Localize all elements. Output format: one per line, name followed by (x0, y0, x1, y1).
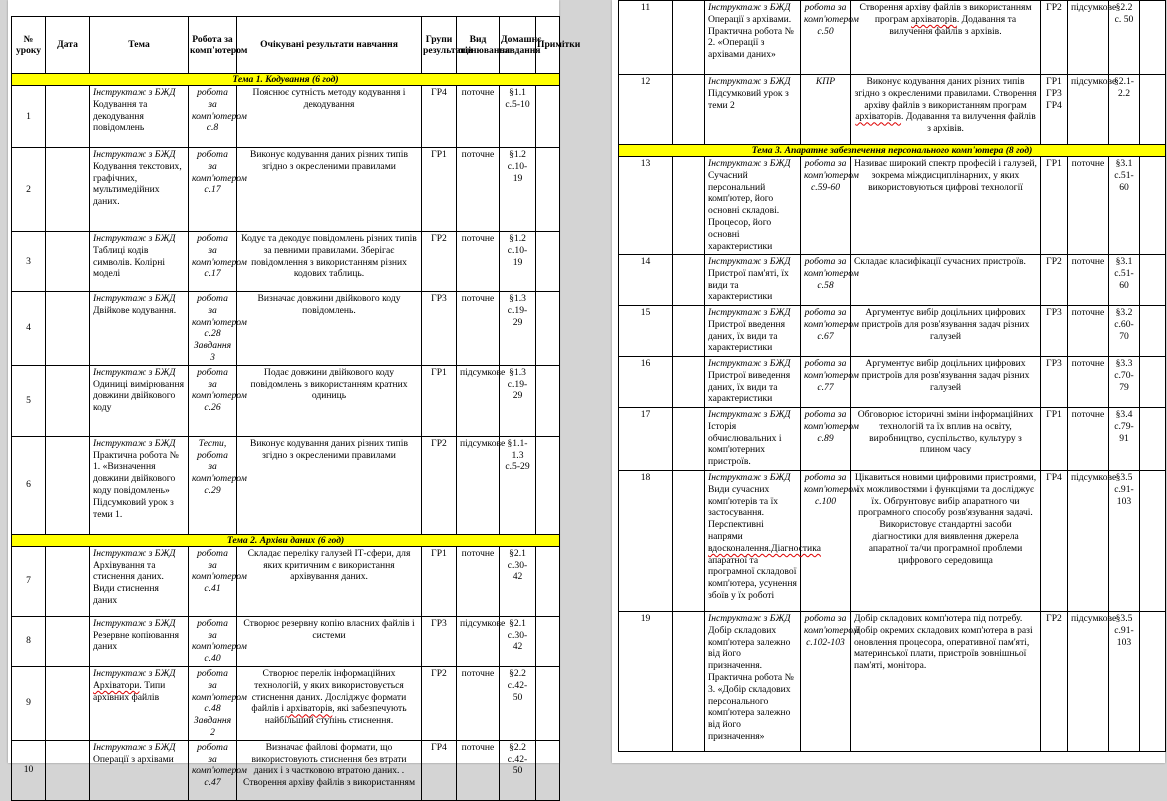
lesson-topic (90, 740, 189, 800)
lesson-work: робота за комп'ютером с.102-103 (801, 612, 851, 752)
safety-briefing: Інструктаж з БЖД (708, 358, 791, 369)
safety-briefing: Інструктаж з БЖД (708, 307, 791, 318)
lesson-result: Складає класифікації сучасних пристроїв. (851, 255, 1041, 306)
lesson-topic (705, 157, 801, 255)
lesson-topic-highlight: Архіватори (93, 679, 140, 691)
lesson-notes (536, 232, 560, 292)
theme-row (619, 145, 1166, 157)
lesson-work: робота за комп'ютером с.77 (801, 357, 851, 408)
lesson-date (46, 148, 90, 232)
theme-title: Тема 3. Апаратне забезпечення персонального комп'ютера (8 год) (619, 145, 1166, 157)
lesson-result-text: . Додавання та вилучення файлів з архівів. (901, 111, 1036, 135)
lesson-topic (705, 408, 801, 471)
lesson-notes (1140, 306, 1166, 357)
lesson-homework: §3.5 с.91-103 (1109, 612, 1140, 752)
lesson-notes (536, 666, 560, 740)
lesson-group: ГР3 (422, 616, 457, 666)
lesson-topic-text: Практична робота № 1. «Визначення довжини двійкового коду повідомлень» Підсумковий урок з теми 1. (93, 449, 179, 520)
lesson-topic (90, 232, 189, 292)
header-topic: Тема (90, 17, 189, 74)
lesson-work: робота за комп'ютером с.58 (801, 255, 851, 306)
lesson-homework: §1.3 с.19-29 (500, 365, 536, 436)
lesson-group: ГР1 (422, 148, 457, 232)
lesson-result-text: , які забезпечують найбільший ступінь стиснення. (264, 703, 407, 727)
lesson-notes (1140, 357, 1166, 408)
lesson-notes (1140, 1, 1166, 75)
lesson-topic-text: Добір складових комп'ютера залежно від його призначення. Практична робота № 3. «Добір складових персонального комп'ютера залежно від його призначення» (708, 624, 794, 742)
lesson-number: 13 (619, 157, 673, 255)
lesson-work: робота за комп'ютером с.47 (189, 740, 237, 800)
safety-briefing: Інструктаж з БЖД (93, 617, 176, 629)
lesson-number: 8 (12, 616, 46, 666)
lesson-work: робота за комп'ютером с.17 (189, 232, 237, 292)
table-row (619, 1, 1166, 75)
lesson-assessment: поточне (457, 232, 500, 292)
lesson-number: 16 (619, 357, 673, 408)
lesson-group: ГР1 (422, 365, 457, 436)
lesson-result: Визначає файлові формати, що використовують стиснення без втрати даних і з частковою втратою даних. . Створення архіву файлів з використанням (237, 740, 422, 800)
theme-title: Тема 1. Кодування (6 год) (12, 74, 560, 86)
lesson-topic-text: Кодування та декодування повідомлень (93, 98, 148, 134)
lesson-result-highlight: архіваторів (911, 13, 957, 25)
safety-briefing: Інструктаж з БЖД (708, 76, 791, 87)
theme-row (12, 534, 560, 546)
table-row (12, 616, 560, 666)
header-homework: Домашнє завдання (500, 17, 536, 74)
lesson-date (46, 365, 90, 436)
lesson-topic (705, 75, 801, 145)
table-row (619, 357, 1166, 408)
lesson-number: 15 (619, 306, 673, 357)
lesson-assessment: поточне (457, 86, 500, 148)
header-work: Робота за комп'ютером (189, 17, 237, 74)
lesson-group: ГР1 ГР3 ГР4 (1041, 75, 1068, 145)
lesson-topic-highlight: вдосконалення.Діагностика (708, 542, 821, 554)
lesson-date (673, 75, 705, 145)
lesson-topic-text: Види сучасних комп'ютерів та їх застосування. Перспективні напрями (708, 483, 779, 542)
table-row (619, 306, 1166, 357)
table-row (619, 612, 1166, 752)
lesson-result: Аргументує вибір доцільних цифрових пристроїв для розв'язування задач різних галузей (851, 306, 1041, 357)
lesson-topic (90, 436, 189, 534)
table-row (12, 436, 560, 534)
lesson-work: робота за комп'ютером с.8 (189, 86, 237, 148)
lesson-group: ГР2 (422, 666, 457, 740)
lesson-result: Визначає довжини двійкового коду повідомлень. (237, 292, 422, 366)
safety-briefing: Інструктаж з БЖД (708, 158, 791, 169)
lesson-result-highlight: архіваторів (286, 703, 333, 715)
lesson-work: робота за комп'ютером с.50 (801, 1, 851, 75)
safety-briefing: Інструктаж з БЖД (93, 667, 176, 679)
lesson-date (673, 255, 705, 306)
lesson-number: 11 (619, 1, 673, 75)
lesson-result: Добір складових комп'ютера під потребу. Добір окремих складових комп'ютера в разі оновлення процесора, оперативної пам'яті, материнської плати, пристроїв зовнішньої пам'яті, монітора. (851, 612, 1041, 752)
lesson-group: ГР4 (1041, 471, 1068, 612)
lesson-notes (1140, 612, 1166, 752)
lesson-date (46, 740, 90, 800)
lesson-assessment: поточне (1068, 306, 1109, 357)
lesson-date (46, 616, 90, 666)
lesson-notes (536, 148, 560, 232)
lesson-date (673, 471, 705, 612)
lesson-assessment: підсумкове (457, 436, 500, 534)
table-row (619, 471, 1166, 612)
lesson-topic (705, 612, 801, 752)
lesson-group: ГР4 (422, 740, 457, 800)
safety-briefing: Інструктаж з БЖД (93, 547, 176, 559)
lesson-topic-text: Двійкове кодування. (93, 304, 177, 316)
lesson-result: Виконує кодування даних різних типів згідно з окресленими правилами (237, 148, 422, 232)
table-header-row (12, 17, 560, 74)
safety-briefing: Інструктаж з БЖД (93, 437, 176, 449)
lesson-number: 2 (12, 148, 46, 232)
lesson-group: ГР3 (1041, 306, 1068, 357)
lesson-topic (705, 357, 801, 408)
header-date: Дата (46, 17, 90, 74)
safety-briefing: Інструктаж з БЖД (93, 366, 176, 378)
header-kind: Вид оцінювання (457, 17, 500, 74)
curriculum-table-left (11, 16, 581, 801)
lesson-date (46, 546, 90, 616)
lesson-topic-text: Пристрої виведення даних, їх види та характеристики (708, 369, 791, 405)
lesson-result (851, 1, 1041, 75)
lesson-topic-text: . Типи архівних файлів (93, 679, 166, 703)
lesson-topic (705, 1, 801, 75)
lesson-work: Тести, робота за комп'ютером с.29 (189, 436, 237, 534)
lesson-assessment: поточне (1068, 157, 1109, 255)
lesson-date (46, 86, 90, 148)
lesson-work: робота за комп'ютером с.59-60 (801, 157, 851, 255)
lesson-topic (90, 292, 189, 366)
lesson-date (673, 357, 705, 408)
theme-title: Тема 2. Архіви даних (6 год) (12, 534, 560, 546)
lesson-result: Цікавиться новими цифровими пристроями, їх можливостями і функціями та досліджує їх. Обґрунтовує вибір апаратного чи програмного способу розв'язування задачі. Використовує стандартні засоби діагностики для виявлення джерела апаратної та/чи програмної проблеми цифрового середовища (851, 471, 1041, 612)
lesson-assessment: поточне (457, 740, 500, 800)
lesson-assessment: поточне (457, 148, 500, 232)
lesson-assessment: підсумкове (457, 365, 500, 436)
theme-row (12, 74, 560, 86)
lesson-result: Обговорює історичні зміни інформаційних технологій та їх вплив на освіту, виробництво, суспільство, культуру з плином часу (851, 408, 1041, 471)
lesson-topic-text: Операції з архівами. Практична робота № 2. «Операції з архівами даних» (708, 13, 794, 61)
lesson-homework: §3.3 с.70-79 (1109, 357, 1140, 408)
lesson-assessment: поточне (457, 292, 500, 366)
lesson-group: ГР3 (1041, 357, 1068, 408)
lesson-result: Створює резервну копію власних файлів і системи (237, 616, 422, 666)
lesson-group: ГР1 (1041, 157, 1068, 255)
lesson-date (673, 612, 705, 752)
lesson-assessment: поточне (457, 546, 500, 616)
header-number: № уроку (12, 17, 46, 74)
header-groups: Групи результатів (422, 17, 457, 74)
lesson-topic-text: апаратної та програмної складової комп'ютера, усунення збоїв у їх роботі (708, 554, 797, 601)
lesson-topic (90, 148, 189, 232)
safety-briefing: Інструктаж з БЖД (708, 256, 791, 267)
lesson-notes (1140, 255, 1166, 306)
lesson-number: 3 (12, 232, 46, 292)
lesson-number: 12 (619, 75, 673, 145)
lesson-work: робота за комп'ютером с.89 (801, 408, 851, 471)
lesson-date (46, 666, 90, 740)
safety-briefing: Інструктаж з БЖД (708, 613, 791, 624)
lesson-number: 17 (619, 408, 673, 471)
lesson-result-text: . Додавання та вилучення файлів з архівів. (889, 13, 1017, 37)
lesson-notes (536, 292, 560, 366)
lesson-notes (536, 616, 560, 666)
table-row (12, 232, 560, 292)
lesson-homework: §2.2 с. 50 (1109, 1, 1140, 75)
lesson-homework: §3.4 с.79-91 (1109, 408, 1140, 471)
lesson-group: ГР4 (422, 86, 457, 148)
lesson-homework: §2.2 с.42-50 (500, 740, 536, 800)
lesson-assessment: поточне (457, 666, 500, 740)
lesson-notes (1140, 471, 1166, 612)
lesson-work: КПР (801, 75, 851, 145)
lesson-result-highlight: архіваторів (855, 111, 902, 123)
lesson-result: Пояснює сутність методу кодування і декодування (237, 86, 422, 148)
lesson-topic-text: Операції з архівами (93, 753, 174, 765)
lesson-topic-text: Кодування текстових, графічних, мультимедійних даних. (93, 160, 182, 208)
lesson-notes (536, 365, 560, 436)
lesson-assessment: поточне (1068, 357, 1109, 408)
table-row (619, 408, 1166, 471)
lesson-homework: §3.1 с.51-60 (1109, 157, 1140, 255)
safety-briefing: Інструктаж з БЖД (93, 293, 176, 304)
document-page-right (612, 0, 1165, 763)
lesson-result-text: Створює перелік інформаційних технологій, у яких використовується стиснення даних. Досліджує формати файлів і (251, 667, 407, 715)
lesson-result: Кодує та декодує повідомлень різних типів за певними правилами. Зберігає повідомлення з використанням різних кодових таблиць. (237, 232, 422, 292)
lesson-homework: §1.2 с.10-19 (500, 232, 536, 292)
lesson-topic-text: Пристрої пам'яті, їх види та характеристики (708, 267, 789, 303)
lesson-work: робота за комп'ютером с.100 (801, 471, 851, 612)
lesson-homework: §2.1 с.30-42 (500, 616, 536, 666)
lesson-number: 1 (12, 86, 46, 148)
safety-briefing: Інструктаж з БЖД (93, 233, 176, 244)
lesson-homework: §1.1 с.5-10 (500, 86, 536, 148)
lesson-result-text: Виконує кодування даних різних типів згідно з окресленими правилами. Створення архіву файлів з використанням програм (854, 76, 1037, 111)
lesson-assessment: підсумкове (1068, 75, 1109, 145)
lesson-notes (1140, 75, 1166, 145)
safety-briefing: Інструктаж з БЖД (708, 472, 791, 483)
lesson-homework: §1.1-1.3 с.5-29 (500, 436, 536, 534)
table-row (12, 86, 560, 148)
lesson-work: робота за комп'ютером с.67 (801, 306, 851, 357)
lesson-notes (536, 436, 560, 534)
lesson-date (673, 306, 705, 357)
lesson-group: ГР2 (422, 436, 457, 534)
lesson-group: ГР2 (1041, 1, 1068, 75)
table-row (12, 365, 560, 436)
lesson-topic-text: Архівування та стиснення даних. Види стиснення даних (93, 559, 164, 606)
lesson-homework: §2.1-2.2 (1109, 75, 1140, 145)
lesson-result: Називає широкий спектр професій і галузей, зокрема міждисциплінарних, у яких використовуються цифрові технології (851, 157, 1041, 255)
lesson-date (673, 1, 705, 75)
document-page-left (8, 0, 581, 789)
lesson-topic (90, 616, 189, 666)
lesson-number: 4 (12, 292, 46, 366)
lesson-number: 14 (619, 255, 673, 306)
lesson-result: Аргументує вибір доцільних цифрових пристроїв для розв'язування задач різних галузей (851, 357, 1041, 408)
lesson-topic (705, 471, 821, 612)
lesson-group: ГР2 (1041, 255, 1068, 306)
lesson-assessment: поточне (1068, 255, 1109, 306)
lesson-work: робота за комп'ютером с.26 (189, 365, 237, 436)
lesson-assessment: підсумкове (1068, 612, 1109, 752)
lesson-topic-text: Сучасний персональний комп'ютер, його основні складові. Процесор, його основні характеристики (708, 169, 780, 252)
lesson-topic-text: Пристрої введення даних, їх види та характеристики (708, 318, 786, 354)
lesson-homework: §1.2 с.10-19 (500, 148, 536, 232)
safety-briefing: Інструктаж з БЖД (708, 409, 791, 420)
lesson-homework: §3.1 с.51-60 (1109, 255, 1140, 306)
lesson-topic (90, 86, 189, 148)
lesson-topic (90, 546, 189, 616)
lesson-date (46, 232, 90, 292)
header-notes: Примітки (536, 17, 560, 74)
lesson-notes (536, 86, 560, 148)
lesson-work: робота за комп'ютером с.41 (189, 546, 237, 616)
header-results: Очікувані результати навчання (237, 17, 422, 74)
lesson-homework: §2.2 с.42-50 (500, 666, 536, 740)
lesson-work: робота за комп'ютером с.48 Завдання 2 (189, 666, 237, 740)
lesson-group: ГР2 (422, 232, 457, 292)
lesson-result (237, 666, 422, 740)
lesson-date (46, 292, 90, 366)
table-row (619, 255, 1166, 306)
lesson-number: 5 (12, 365, 46, 436)
lesson-assessment: підсумкове (1068, 1, 1109, 75)
lesson-number: 19 (619, 612, 673, 752)
table-row (12, 666, 560, 740)
safety-briefing: Інструктаж з БЖД (93, 87, 176, 98)
safety-briefing: Інструктаж з БЖД (708, 2, 791, 13)
lesson-homework: §1.3 с.19-29 (500, 292, 536, 366)
lesson-homework: §2.1 с.30-42 (500, 546, 536, 616)
lesson-topic (90, 365, 189, 436)
lesson-group: ГР1 (422, 546, 457, 616)
lesson-result: Виконує кодування даних різних типів згідно з окресленими правилами (237, 436, 422, 534)
lesson-group: ГР2 (1041, 612, 1068, 752)
table-row (12, 740, 560, 800)
lesson-assessment: підсумкове (1068, 471, 1109, 612)
lesson-topic (705, 306, 801, 357)
lesson-notes (536, 740, 560, 800)
lesson-group: ГР1 (1041, 408, 1068, 471)
lesson-result: Складає переліку галузей ІТ-сфери, для яких критичним є використання архівування даних. (237, 546, 422, 616)
lesson-topic-text: Резервне копіювання даних (93, 629, 180, 653)
lesson-result-text: Створення архіву файлів з використанням програм (859, 2, 1032, 25)
lesson-number: 18 (619, 471, 673, 612)
lesson-topic (705, 255, 801, 306)
table-row (619, 157, 1166, 255)
lesson-notes (1140, 157, 1166, 255)
lesson-assessment: підсумкове (457, 616, 500, 666)
lesson-number: 6 (12, 436, 46, 534)
lesson-notes (1140, 408, 1166, 471)
lesson-number: 10 (12, 740, 46, 800)
safety-briefing: Інструктаж з БЖД (93, 149, 176, 160)
lesson-number: 9 (12, 666, 46, 740)
lesson-topic (90, 666, 189, 740)
safety-briefing: Інструктаж з БЖД (93, 741, 176, 753)
lesson-date (673, 408, 705, 471)
lesson-notes (536, 546, 560, 616)
table-row (12, 292, 560, 366)
lesson-group: ГР3 (422, 292, 457, 366)
lesson-date (46, 436, 90, 534)
lesson-topic-text: Підсумковий урок з теми 2 (708, 87, 789, 111)
lesson-number: 7 (12, 546, 46, 616)
table-row (12, 546, 560, 616)
lesson-topic-text: Таблиці кодів символів. Колірні моделі (93, 244, 166, 280)
lesson-result (851, 75, 1041, 145)
lesson-work: робота за комп'ютером с.40 (189, 616, 237, 666)
table-row (619, 75, 1166, 145)
lesson-date (673, 157, 705, 255)
lesson-topic-text: Історія обчислювальних і комп'ютерних пристроїв. (708, 420, 782, 468)
lesson-assessment: поточне (1068, 408, 1109, 471)
lesson-work: робота за комп'ютером с.28 Завдання 3 (189, 292, 237, 366)
lesson-result: Подає довжини двійкового коду повідомлень з використанням кратних одиниць (237, 365, 422, 436)
curriculum-table-right (618, 0, 1166, 752)
table-row (12, 148, 560, 232)
lesson-topic-text: Одиниці вимірювання довжини двійкового коду (93, 378, 184, 414)
lesson-homework: §3.2 с.60-70 (1109, 306, 1140, 357)
lesson-work: робота за комп'ютером с.17 (189, 148, 237, 232)
lesson-homework: §3.5 с.91-103 (1109, 471, 1140, 612)
